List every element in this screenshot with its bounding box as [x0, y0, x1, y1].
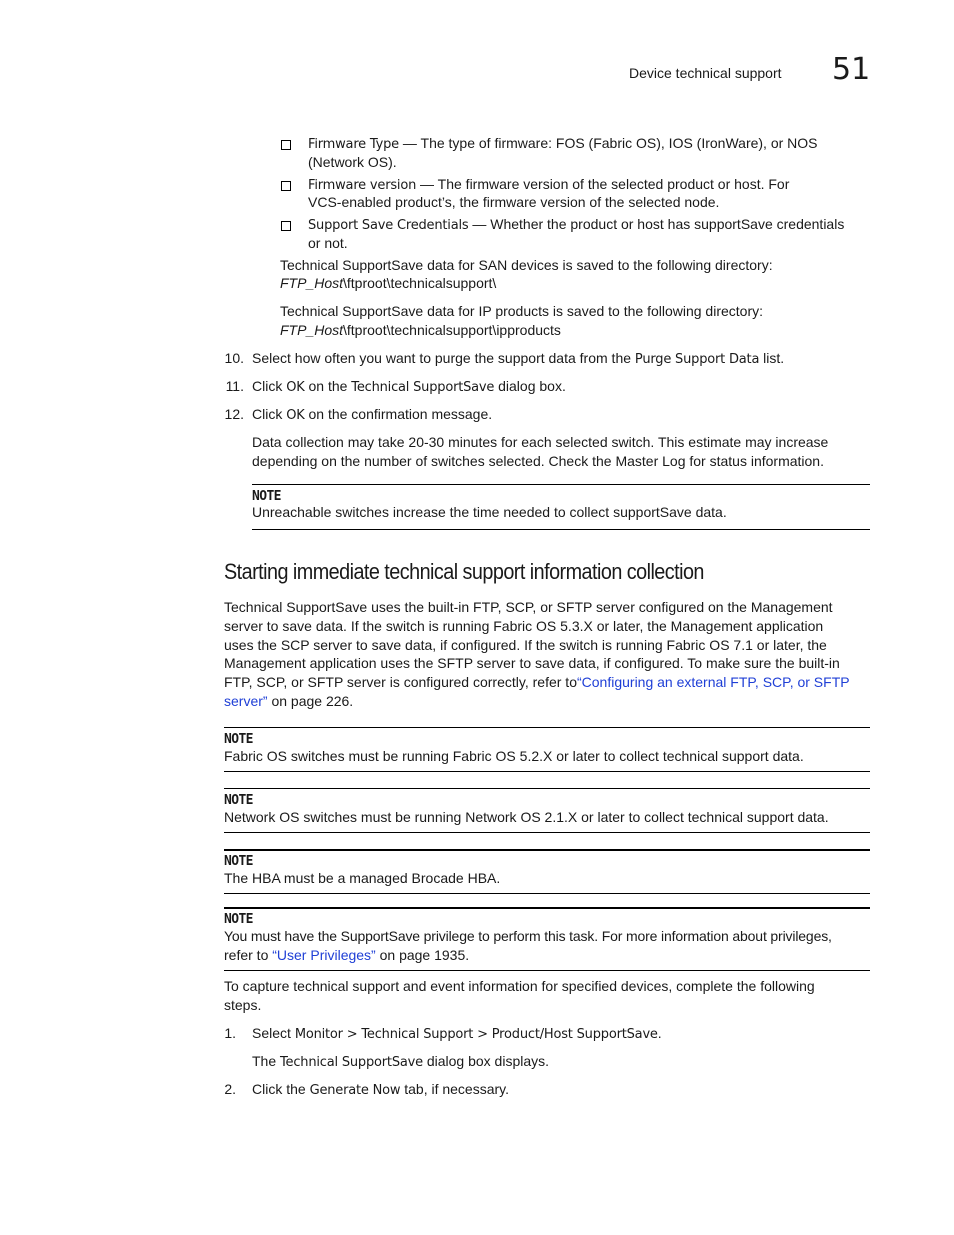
note-text: refer to “User Privileges” on page 1935. [224, 947, 470, 963]
note-text: Fabric OS switches must be running Fabric OS 5.2.X or later to collect technical support data. [224, 748, 804, 764]
note-label: NOTE [252, 489, 281, 504]
step-text: Select how often you want to purge the support data from the Purge Support Data list. [252, 350, 785, 367]
note-bottom-rule [224, 771, 870, 772]
list-item-continuation: (Network OS). [308, 154, 397, 170]
note-text: The HBA must be a managed Brocade HBA. [224, 870, 501, 886]
checkbox-bullet-icon [281, 221, 291, 231]
list-item-continuation: VCS-enabled product’s, the firmware version of the selected node. [308, 194, 720, 210]
checkbox-bullet-icon [281, 140, 291, 150]
capture-line: steps. [224, 997, 262, 1013]
note-bottom-rule [252, 529, 870, 530]
note-label: NOTE [224, 732, 253, 747]
note-bottom-rule [224, 970, 870, 971]
list-item: Support Save Credentials — Whether the product or host has supportSave credentials [308, 216, 845, 233]
note-top-rule [224, 788, 870, 789]
note-text: You must have the SupportSave privilege to perform this task. For more information about privileges, [224, 928, 832, 944]
san-directory-path: FTP_Host\ftproot\technicalsupport\ [280, 275, 497, 291]
ip-directory-path: FTP_Host\ftproot\technicalsupport\ipproducts [280, 322, 561, 338]
intro-line: FTP, SCP, or SFTP server is configured correctly, refer to“Configuring an external FTP, SCP, or SFTP [224, 674, 850, 690]
note-top-rule [224, 849, 870, 851]
step-text: Click the Generate Now tab, if necessary. [252, 1081, 510, 1098]
list-item: Firmware version — The firmware version of the selected product or host. For [308, 176, 790, 193]
step-number: 11. [225, 378, 244, 394]
step-text: Select Monitor > Technical Support > Product/Host SupportSave. [252, 1025, 662, 1042]
intro-line: server” on page 226. [224, 693, 354, 709]
note-text: Unreachable switches increase the time needed to collect supportSave data. [252, 504, 727, 520]
step-text: Click OK on the Technical SupportSave dialog box. [252, 378, 566, 395]
san-directory-text: Technical SupportSave data for SAN devices is saved to the following directory: [280, 257, 773, 273]
intro-line: server to save data. If the switch is running Fabric OS 5.3.X or later, the Management application [224, 618, 824, 634]
note-top-rule [252, 484, 870, 485]
note-text: Network OS switches must be running Network OS 2.1.X or later to collect technical support data. [224, 809, 829, 825]
ftp-config-link-cont[interactable]: server” [224, 693, 268, 709]
dialog-display-text: The Technical SupportSave dialog box displays. [252, 1053, 550, 1070]
intro-line: Technical SupportSave uses the built-in FTP, SCP, or SFTP server configured on the Management [224, 599, 833, 615]
capture-line: To capture technical support and event information for specified devices, complete the following [224, 978, 815, 994]
intro-line: uses the SCP server to save data, if configured. If the switch is running Fabric OS 7.1 or later, the [224, 637, 827, 653]
checkbox-bullet-icon [281, 181, 291, 191]
collection-note-line: Data collection may take 20-30 minutes for each selected switch. This estimate may increase [252, 434, 829, 450]
note-bottom-rule [224, 832, 870, 833]
step-text: Click OK on the confirmation message. [252, 406, 493, 423]
section-title: Starting immediate technical support information collection [224, 559, 704, 584]
intro-line: Management application uses the SFTP server to save data, if configured. To make sure the built-in [224, 655, 840, 671]
step-number: 12. [224, 406, 244, 422]
step-number: 2. [224, 1081, 236, 1097]
step-number: 1. [224, 1025, 236, 1041]
ftp-config-link[interactable]: “Configuring an external FTP, SCP, or SFTP [576, 674, 850, 690]
running-header: Device technical support [629, 65, 782, 81]
note-label: NOTE [224, 912, 253, 927]
note-top-rule [224, 727, 870, 728]
note-label: NOTE [224, 793, 253, 808]
note-bottom-rule [224, 893, 870, 894]
list-item-continuation: or not. [308, 235, 348, 251]
ip-directory-text: Technical SupportSave data for IP products is saved to the following directory: [280, 303, 764, 319]
step-number: 10. [224, 350, 244, 366]
chapter-number: 51 [832, 52, 871, 87]
list-item: Firmware Type — The type of firmware: FOS (Fabric OS), IOS (IronWare), or NOS [308, 135, 818, 152]
note-label: NOTE [224, 854, 253, 869]
collection-note-line: depending on the number of switches selected. Check the Master Log for status information. [252, 453, 824, 469]
user-privileges-link[interactable]: “User Privileges” [272, 947, 376, 963]
note-top-rule [224, 907, 870, 909]
